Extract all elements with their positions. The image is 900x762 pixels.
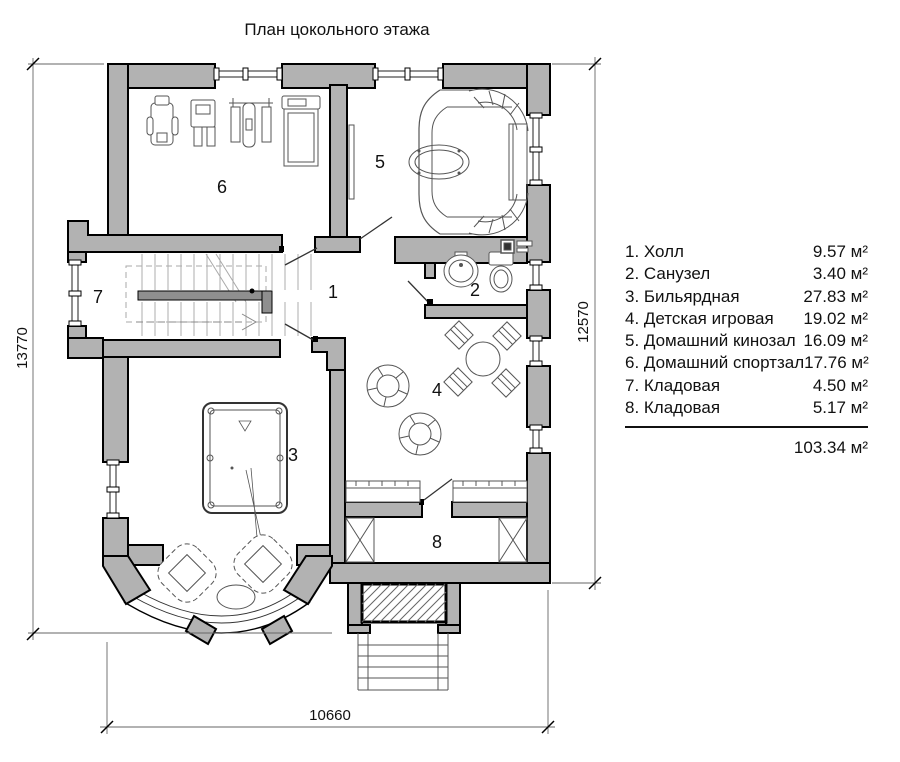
- legend-item-area: 9.57 м²: [812, 242, 868, 261]
- dimension-right-label: 12570: [574, 301, 592, 343]
- room-label-cinema: 5: [374, 152, 386, 172]
- legend-item-area: 4.50 м²: [812, 375, 868, 395]
- screen: [349, 125, 354, 199]
- bay-armchairs: [152, 529, 299, 609]
- area-legend: [625, 241, 868, 460]
- legend-item-name: 6. Домашний спортзал: [625, 353, 805, 373]
- room-label-gym: 6: [216, 177, 228, 197]
- page-title: План цокольного этажа: [244, 20, 430, 39]
- staircase: [126, 254, 311, 336]
- pouf: [399, 413, 441, 455]
- entrance-steps: [358, 633, 448, 690]
- legend-item-name: 8. Кладовая: [625, 398, 721, 418]
- room-label-bathroom: 2: [469, 280, 481, 300]
- legend-item-area: 5.17 м²: [812, 398, 868, 418]
- room-label-billiard: 3: [287, 445, 299, 465]
- legend-item: [625, 330, 868, 352]
- legend-item-name: 3. Бильярдная: [625, 286, 740, 306]
- legend-item-area: 19.02 м²: [803, 308, 868, 328]
- legend-item-area: 17.76 м²: [804, 353, 869, 373]
- legend-item: [625, 397, 868, 419]
- legend-item-area: 16.09 м²: [803, 331, 868, 351]
- dimension-left-label: 13770: [13, 327, 31, 369]
- legend-total: 103.34 м²: [793, 438, 868, 458]
- door-hinges: [279, 246, 433, 505]
- room-label-storage-7: 7: [92, 287, 104, 307]
- legend-item-name: 7. Кладовая: [625, 375, 721, 395]
- entrance-ramp: [362, 584, 446, 622]
- room-label-hall: 1: [327, 282, 339, 302]
- room-label-storage-8: 8: [431, 532, 443, 552]
- legend-item-name: 4. Детская игровая: [625, 308, 774, 328]
- dimension-bottom-label: 10660: [309, 707, 351, 724]
- playroom-furniture: [346, 321, 527, 502]
- legend-item: [625, 286, 868, 308]
- legend-item: [625, 308, 868, 330]
- gym-equipment: [147, 96, 320, 166]
- legend-item-name: 2. Санузел: [625, 264, 711, 284]
- legend-item: [625, 375, 868, 397]
- room-label-playroom: 4: [431, 380, 443, 400]
- legend-item-name: 1. Холл: [625, 242, 684, 261]
- legend-item-name: 5. Домашний кинозал: [625, 331, 796, 351]
- legend-item: [625, 352, 868, 374]
- legend-item: [625, 241, 868, 263]
- legend-item-area: 3.40 м²: [812, 264, 868, 284]
- pouf: [367, 365, 409, 407]
- legend-item-area: 27.83 м²: [803, 286, 868, 306]
- billiard-table: [203, 403, 287, 549]
- legend-item: [625, 263, 868, 285]
